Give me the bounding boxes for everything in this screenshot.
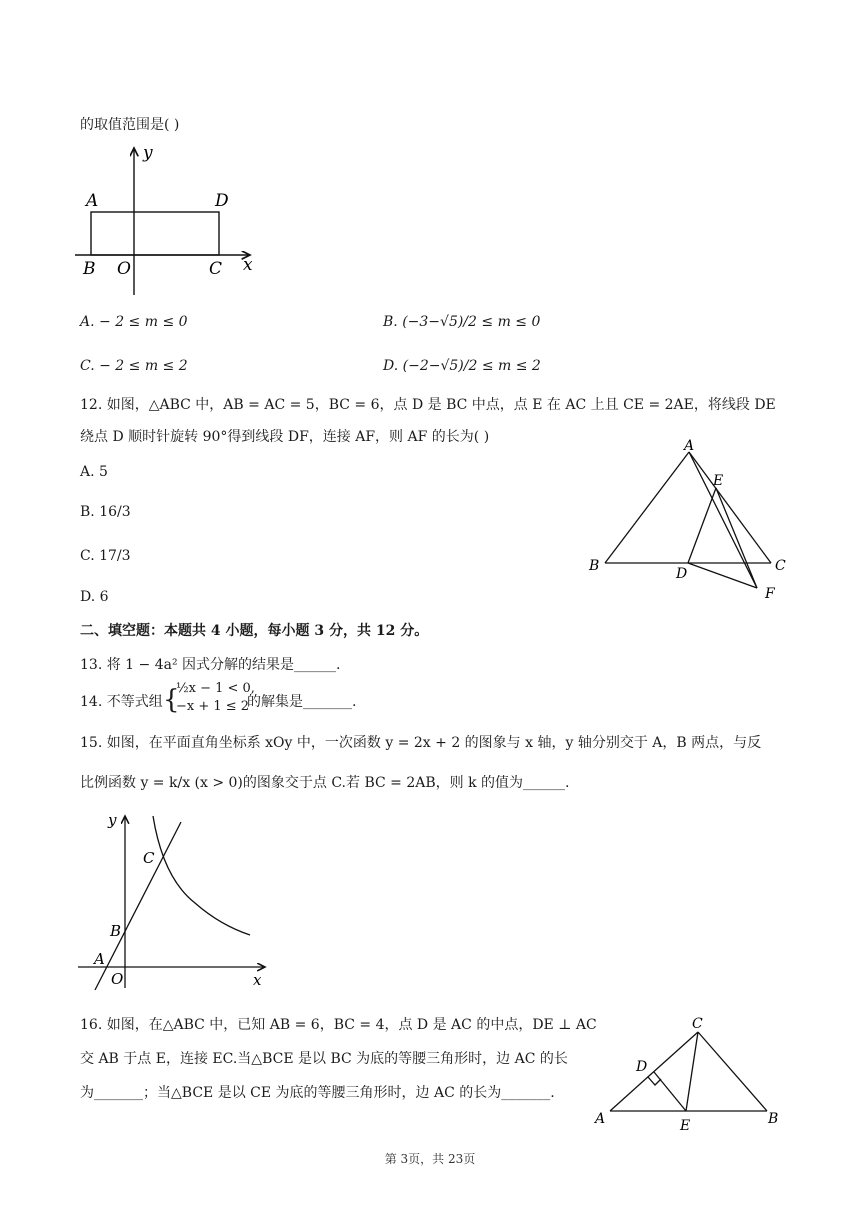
hyperbola — [153, 816, 250, 935]
q15-line1: 15. 如图，在平面直角坐标系 xOy 中，一次函数 y = 2x + 2 的图象与 x 轴，y 轴分别交于 A，B 两点，与反 — [80, 735, 762, 751]
label-y: y — [108, 811, 117, 829]
segment-ab — [605, 452, 689, 563]
q11-stem-tail: 的取值范围是( ) — [80, 117, 180, 133]
q16-line3: 为_______；当△BCE 是以 CE 为底的等腰三角形时，边 AC 的长为_______. — [80, 1085, 555, 1101]
label-e: E — [680, 1118, 691, 1134]
q12-line1: 12. 如图，△ABC 中，AB = AC = 5，BC = 6，点 D 是 BC 中点，点 E 在 AC 上且 CE = 2AE，将线段 DE — [80, 397, 776, 413]
label-d: D — [676, 566, 688, 582]
line-y-2x-2 — [95, 822, 181, 990]
q11-option-a: A. − 2 ≤ m ≤ 0 — [80, 314, 188, 330]
label-c: C — [692, 1016, 703, 1032]
label-c: C — [209, 259, 223, 279]
q12-option-d: D. 6 — [80, 589, 109, 605]
segment-de — [688, 488, 716, 563]
segment-de — [654, 1072, 686, 1111]
q11-option-c: C. − 2 ≤ m ≤ 2 — [80, 358, 188, 374]
section2-header: 二、填空题：本题共 4 小题，每小题 3 分，共 12 分。 — [80, 623, 429, 639]
q16-figure — [590, 1010, 790, 1135]
q15-line2: 比例函数 y = k/x (x > 0)的图象交于点 C.若 BC = 2AB，则 k 的值为______. — [80, 775, 570, 791]
page-footer: 第 3页，共 23页 — [384, 1152, 476, 1166]
q13-text: 13. 将 1 − 4a² 因式分解的结果是______. — [80, 657, 341, 673]
segment-bc — [698, 1032, 767, 1111]
q14-suffix: 的解集是_______. — [247, 694, 357, 710]
segment-ef — [716, 488, 757, 588]
q14-brace: { — [163, 685, 180, 715]
label-d: D — [215, 191, 229, 211]
label-a: A — [94, 950, 105, 968]
label-b: B — [110, 922, 122, 940]
segment-ac — [610, 1032, 698, 1111]
label-c: C — [775, 558, 786, 574]
label-c: C — [143, 849, 155, 867]
label-x: x — [243, 255, 253, 275]
label-a: A — [684, 438, 695, 454]
label-y: y — [143, 143, 153, 163]
label-a: A — [595, 1111, 606, 1127]
label-b: B — [768, 1111, 779, 1127]
q12-option-b: B. 16/3 — [80, 504, 131, 520]
q11-option-d: D. (−2−√5)/2 ≤ m ≤ 2 — [383, 358, 541, 374]
label-b: B — [83, 259, 96, 279]
q14-row2: −x + 1 ≤ 2 — [176, 699, 250, 714]
q12-option-a: A. 5 — [80, 464, 108, 480]
label-o: O — [117, 259, 131, 279]
label-e: E — [713, 473, 724, 489]
q16-line1: 16. 如图，在△ABC 中，已知 AB = 6，BC = 4，点 D 是 AC 的中点，DE ⊥ AC — [80, 1017, 597, 1033]
q15-figure — [75, 808, 275, 996]
label-f: F — [765, 586, 775, 602]
label-b: B — [589, 558, 600, 574]
q12-figure — [585, 438, 795, 606]
q16-line2: 交 AB 于点 E，连接 EC.当△BCE 是以 BC 为底的等腰三角形时，边 AC 的长 — [80, 1051, 568, 1067]
q12-option-c: C. 17/3 — [80, 548, 131, 564]
q11-figure — [75, 140, 265, 300]
q14-row1: ½x − 1 < 0, — [176, 681, 255, 696]
label-o: O — [111, 970, 124, 988]
label-d: D — [636, 1059, 648, 1075]
q14-prefix: 14. 不等式组 — [80, 694, 163, 710]
segment-ac — [689, 452, 771, 563]
segment-ec — [686, 1032, 698, 1111]
label-x: x — [253, 971, 262, 989]
label-a: A — [86, 191, 99, 211]
rectangle-abcd — [91, 212, 219, 255]
q11-option-b: B. (−3−√5)/2 ≤ m ≤ 0 — [383, 314, 541, 330]
q12-line2: 绕点 D 顺时针旋转 90°得到线段 DF，连接 AF，则 AF 的长为( ) — [80, 429, 490, 445]
